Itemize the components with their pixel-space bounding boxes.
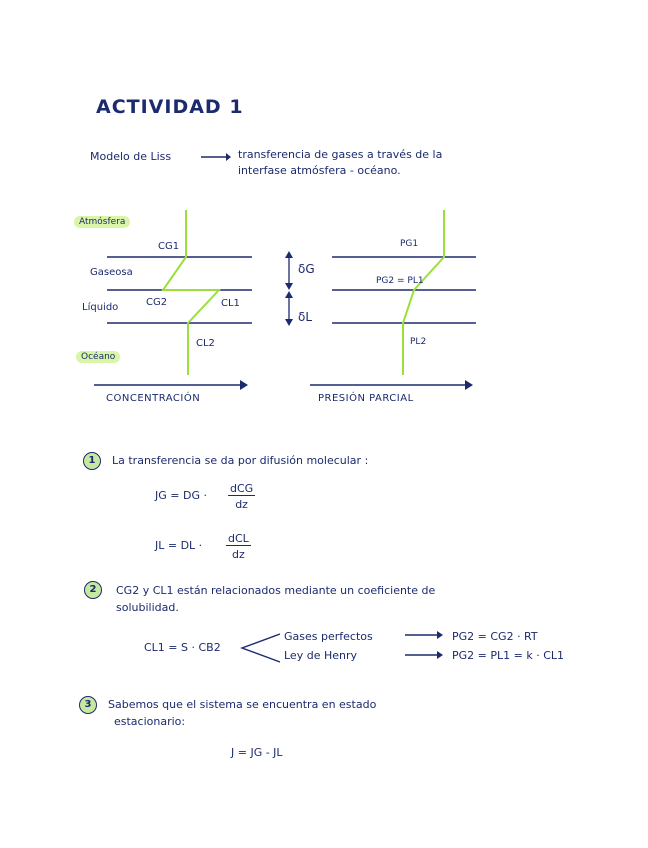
page-title: ACTIVIDAD 1 (96, 96, 244, 118)
item2-line-2: solubilidad. (116, 601, 179, 614)
intro-line-2: interfase atmósfera - océano. (238, 164, 401, 177)
delta-l-double-arrow-icon (285, 291, 293, 326)
right-arrow-icon (404, 630, 444, 640)
item1-eq1-numerator: dCG (230, 482, 254, 495)
item2-line-1: CG2 y CL1 están relacionados mediante un coeficiente de (116, 584, 436, 597)
step-1-badge: 1 (83, 452, 101, 470)
pg1-label: PG1 (400, 239, 419, 249)
right-arrow-icon (404, 650, 444, 660)
cl2-label: CL2 (196, 338, 215, 349)
delta-g-label: δG (298, 262, 315, 276)
item1-text: La transferencia se da por difusión molecular : (112, 454, 369, 467)
item2-result-1: PG2 = CG2 · RT (452, 630, 538, 643)
pl2-label: PL2 (410, 337, 427, 347)
delta-l-label: δL (298, 310, 313, 324)
concentration-axis-arrow-icon (94, 380, 248, 390)
intro-line-1: transferencia de gases a través de la (238, 148, 443, 161)
liquid-phase-label: Líquido (82, 302, 119, 313)
concentration-profile-line (163, 210, 219, 375)
item1-eq2-fraction (226, 532, 251, 561)
item1-eq2-denominator: dz (232, 548, 245, 561)
branch-bracket-icon (240, 630, 282, 666)
item1-eq1-fraction (228, 482, 255, 511)
item3-line-2: estacionario: (114, 715, 186, 728)
item2-branch-2: Ley de Henry (284, 649, 357, 662)
item2-eq-left: CL1 = S · CB2 (144, 641, 221, 654)
pressure-axis-arrow-icon (310, 380, 473, 390)
item2-branch-1: Gases perfectos (284, 630, 373, 643)
intro-model-label: Modelo de Liss (90, 150, 172, 163)
gas-phase-label: Gaseosa (90, 267, 133, 278)
pg2-pl1-label: PG2 = PL1 (376, 276, 424, 286)
delta-g-double-arrow-icon (285, 251, 293, 290)
step-2-badge: 2 (84, 581, 102, 599)
item3-line-1: Sabemos que el sistema se encuentra en estado (108, 698, 377, 711)
cg2-label: CG2 (146, 297, 168, 308)
item1-eq2-numerator: dCL (228, 532, 249, 545)
cl1-label: CL1 (221, 298, 240, 309)
atmosphere-label: Atmósfera (74, 216, 130, 228)
step-3-badge: 3 (79, 696, 97, 714)
ocean-label: Océano (76, 351, 120, 363)
item1-eq1-left: JG = DG · (155, 489, 207, 502)
cg1-label: CG1 (158, 241, 180, 252)
concentration-axis-label: CONCENTRACIÓN (106, 393, 201, 404)
pressure-profile-line (403, 210, 444, 375)
item2-result-2: PG2 = PL1 = k · CL1 (452, 649, 565, 662)
item1-eq2-left: JL = DL · (155, 539, 203, 552)
item1-eq1-denominator: dz (235, 498, 248, 511)
pressure-axis-label: PRESIÓN PARCIAL (318, 393, 414, 404)
item3-equation: J = JG - JL (231, 746, 283, 759)
